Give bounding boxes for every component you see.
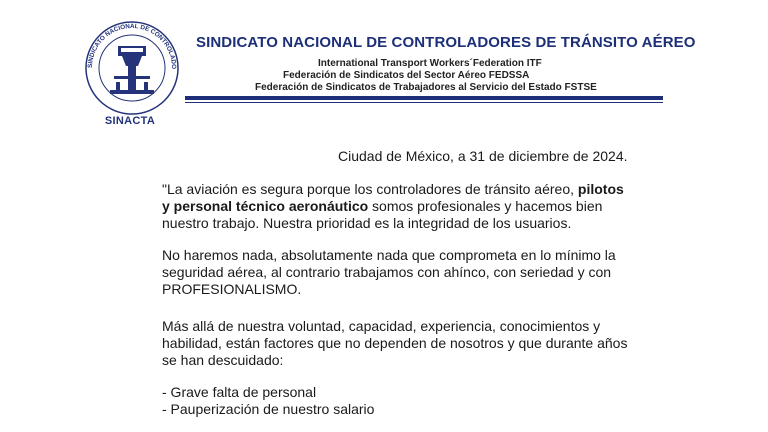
letter-date: Ciudad de México, a 31 de diciembre de 2024. <box>338 148 628 164</box>
paragraph-line: Más allá de nuestra voluntad, capacidad, experiencia, conocimientos y <box>162 318 601 334</box>
paragraph-line: habilidad, están factores que no dependen de nosotros y que durante años <box>162 335 628 351</box>
federation-line: Federación de Sindicatos de Trabajadores al Servicio del Estado FSTSE <box>255 82 597 93</box>
organization-title: SINDICATO NACIONAL DE CONTROLADORES DE TRÁNSITO AÉREO <box>196 34 696 51</box>
federation-line: International Transport Workers´Federation ITF <box>318 58 542 69</box>
paragraph-line <box>162 181 652 198</box>
logo-caption: SINACTA <box>104 115 156 127</box>
header-divider <box>185 96 663 100</box>
list-item: - Pauperización de nuestro salario <box>162 401 375 417</box>
paragraph-3 <box>162 318 652 369</box>
paragraph-line: se han descuidado: <box>162 352 284 368</box>
paragraph-1 <box>162 181 652 232</box>
issues-list <box>162 384 374 418</box>
bold-text: y personal técnico aeronáutico <box>162 198 369 214</box>
federation-line: Federación de Sindicatos del Sector Aéreo FEDSSA <box>283 70 530 81</box>
header-divider-thin <box>185 102 663 103</box>
paragraph-line: seguridad aérea, al contrario trabajamos con ahínco, con seriedad y con <box>162 264 612 280</box>
list-item: - Grave falta de personal <box>162 384 317 400</box>
paragraph-line: nuestro trabajo. Nuestra prioridad es la integridad de los usuarios. <box>162 215 572 231</box>
text-run: "La aviación es segura porque los controladores de tránsito aéreo, <box>162 181 578 197</box>
bold-text: pilotos <box>577 181 624 197</box>
paragraph-2 <box>162 247 652 298</box>
paragraph-line: No haremos nada, absolutamente nada que comprometa en lo mínimo la <box>162 247 616 263</box>
text-run: somos profesionales y hacemos bien <box>368 198 603 214</box>
paragraph-line: PROFESIONALISMO. <box>162 281 302 297</box>
seal-text: SINDICATO NACIONAL DE CONTROLADO <box>86 22 178 70</box>
paragraph-line <box>162 198 652 215</box>
